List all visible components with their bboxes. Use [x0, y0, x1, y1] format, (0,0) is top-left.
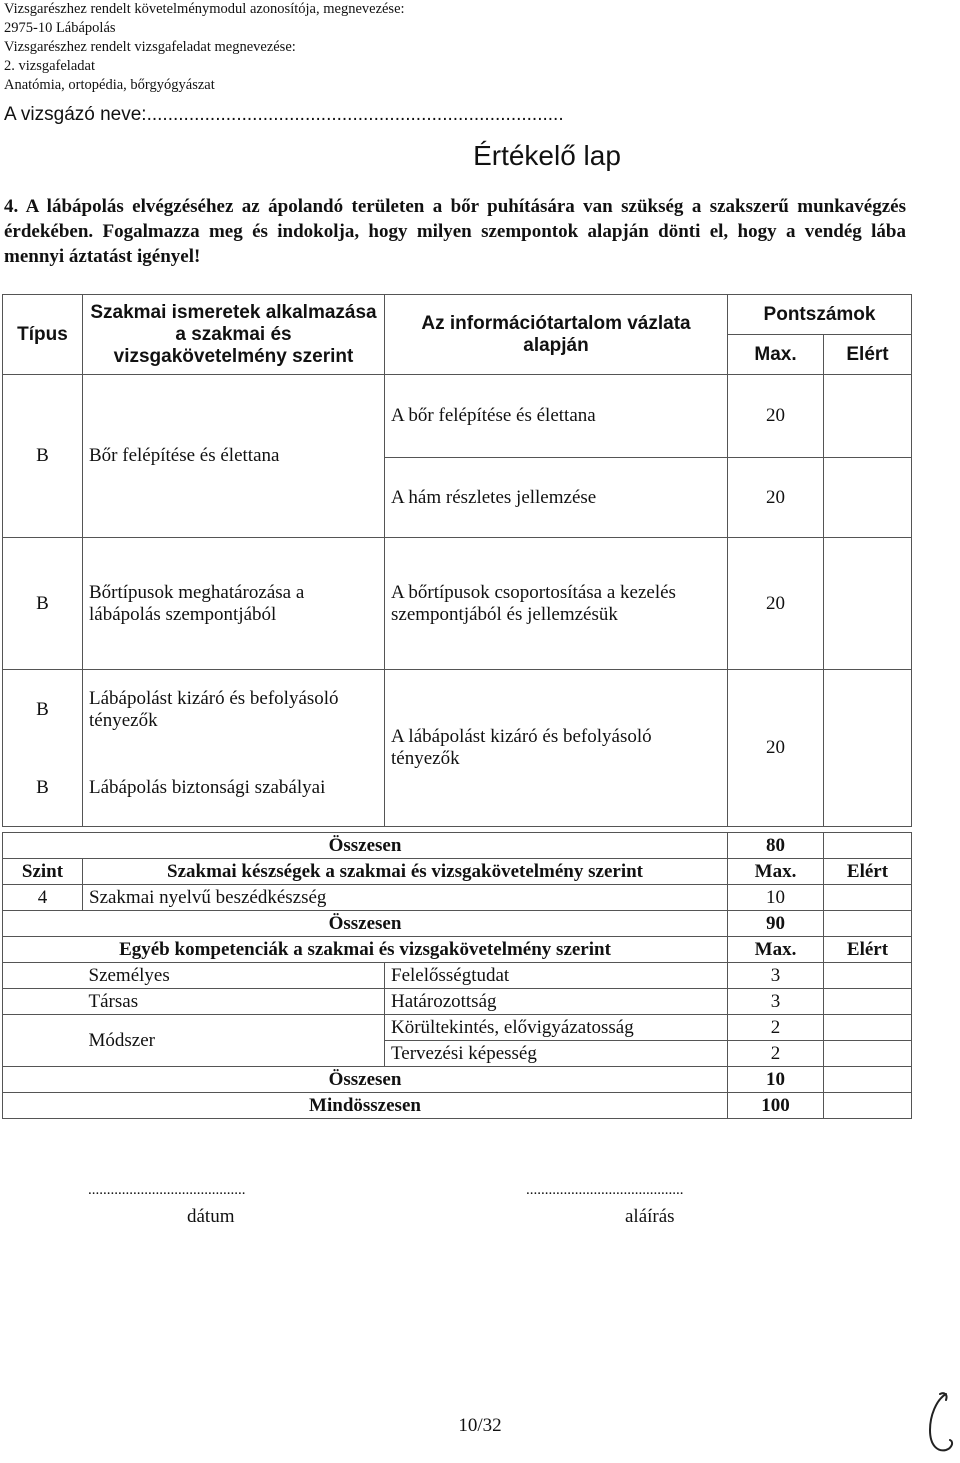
type-cell: B: [3, 538, 83, 670]
skills-header-row: [3, 859, 912, 885]
outline-cell: A bőr felépítése és élettana: [385, 375, 728, 458]
competency-header-row: [3, 937, 912, 963]
competency-category: Személyes: [83, 963, 385, 989]
task-description: 4. A lábápolás elvégzéséhez az ápolandó területen a bőr puhítására van szükség a szakszerű munkavégzés érdekében. Fogalmazza meg és indokolja, hogy milyen szempontok alapján dönti el, hogy a vendég lába mennyi áztatást igényel!: [4, 196, 906, 267]
summary-table: [2, 832, 912, 1119]
type-cell: B: [3, 670, 83, 750]
max-cell: 20: [728, 538, 824, 670]
outline-cell: A lábápolást kizáró és befolyásoló tényezők: [385, 670, 728, 827]
signature-dots: ..........................................: [526, 1182, 684, 1198]
col-knowledge: Szakmai ismeretek alkalmazása a szakmai és vizsgakövetelmény szerint: [83, 295, 385, 375]
subject: Anatómia, ortopédia, bőrgyógyászat: [4, 77, 215, 93]
date-dots: ..........................................: [88, 1182, 246, 1198]
achieved-cell: [824, 1041, 912, 1067]
total-label: Összesen: [3, 833, 728, 859]
achieved-cell: [824, 885, 912, 911]
max-cell: 20: [728, 375, 824, 458]
achieved-cell: [824, 538, 912, 670]
type-cell: B: [3, 750, 83, 827]
examinee-name-line: A vizsgázó neve:...............................................................................: [4, 104, 564, 125]
knowledge-cell: Bőr felépítése és élettana: [83, 375, 385, 538]
col-achieved: Elért: [824, 335, 912, 375]
signature-label: aláírás: [625, 1206, 675, 1227]
table-row: [3, 538, 912, 670]
type-cell: B: [3, 375, 83, 538]
max-cell: 3: [728, 989, 824, 1015]
max-cell: 2: [728, 1041, 824, 1067]
competency-category: Társas: [83, 989, 385, 1015]
achieved-cell: [824, 458, 912, 538]
blank-cell: [3, 989, 83, 1015]
achieved-cell: [824, 1015, 912, 1041]
blank-cell: [3, 963, 83, 989]
max-cell: 2: [728, 1015, 824, 1041]
max-header: Max.: [728, 859, 824, 885]
skill-name: Szakmai nyelvű beszédkészség: [83, 885, 728, 911]
skills-header: Szakmai készségek a szakmai és vizsgakövetelmény szerint: [83, 859, 728, 885]
competency-row: [3, 989, 912, 1015]
competency-name: Tervezési képesség: [385, 1041, 728, 1067]
table-row: [3, 670, 912, 750]
total-label: Összesen: [3, 911, 728, 937]
col-points: Pontszámok: [728, 295, 912, 335]
date-label: dátum: [187, 1206, 235, 1227]
competency-name: Felelősségtudat: [385, 963, 728, 989]
max-cell: 3: [728, 963, 824, 989]
table-header-row: [3, 295, 912, 335]
achieved-header: Elért: [824, 937, 912, 963]
max-header: Max.: [728, 937, 824, 963]
max-cell: 10: [728, 885, 824, 911]
page-number: 10/32: [458, 1415, 502, 1436]
evaluation-table: [2, 294, 912, 827]
blank-cell: [3, 1015, 83, 1067]
max-cell: 20: [728, 458, 824, 538]
table-row: [3, 375, 912, 458]
achieved-cell: [824, 911, 912, 937]
competency-name: Határozottság: [385, 989, 728, 1015]
col-outline: Az információtartalom vázlata alapján: [385, 295, 728, 375]
achieved-cell: [824, 1067, 912, 1093]
col-type: Típus: [3, 295, 83, 375]
handwritten-mark-icon: [922, 1390, 958, 1458]
task-value: 2. vizsgafeladat: [4, 58, 95, 74]
competency-category: Módszer: [83, 1015, 385, 1067]
knowledge-cell: Lábápolás biztonsági szabályai: [83, 750, 385, 827]
total-row: [3, 833, 912, 859]
competency-name: Körültekintés, elővigyázatosság: [385, 1015, 728, 1041]
level-header: Szint: [3, 859, 83, 885]
module-value: 2975-10 Lábápolás: [4, 20, 116, 36]
competency-row: [3, 963, 912, 989]
competency-header: Egyéb kompetenciák a szakmai és vizsgakövetelmény szerint: [3, 937, 728, 963]
document-header: [4, 0, 405, 95]
competency-row: [3, 1015, 912, 1041]
achieved-cell: [824, 670, 912, 827]
total-value: 80: [728, 833, 824, 859]
knowledge-cell: Bőrtípusok meghatározása a lábápolás szempontjából: [83, 538, 385, 670]
col-max: Max.: [728, 335, 824, 375]
total-value: 10: [728, 1067, 824, 1093]
achieved-cell: [824, 963, 912, 989]
total-row: [3, 1067, 912, 1093]
grand-total-value: 100: [728, 1093, 824, 1119]
grand-total-row: [3, 1093, 912, 1119]
total-row: [3, 911, 912, 937]
outline-cell: A bőrtípusok csoportosítása a kezelés szempontjából és jellemzésük: [385, 538, 728, 670]
achieved-cell: [824, 375, 912, 458]
total-value: 90: [728, 911, 824, 937]
total-label: Összesen: [3, 1067, 728, 1093]
outline-cell: A hám részletes jellemzése: [385, 458, 728, 538]
task-label: Vizsgarészhez rendelt vizsgafeladat megnevezése:: [4, 39, 296, 55]
knowledge-cell: Lábápolást kizáró és befolyásoló tényezők: [83, 670, 385, 750]
achieved-cell: [824, 833, 912, 859]
achieved-cell: [824, 989, 912, 1015]
achieved-header: Elért: [824, 859, 912, 885]
achieved-cell: [824, 1093, 912, 1119]
level-cell: 4: [3, 885, 83, 911]
module-label: Vizsgarészhez rendelt követelménymodul azonosítója, megnevezése:: [4, 1, 405, 17]
max-cell: 20: [728, 670, 824, 827]
skill-row: [3, 885, 912, 911]
grand-total-label: Mindösszesen: [3, 1093, 728, 1119]
page-title: Értékelő lap: [473, 140, 621, 171]
